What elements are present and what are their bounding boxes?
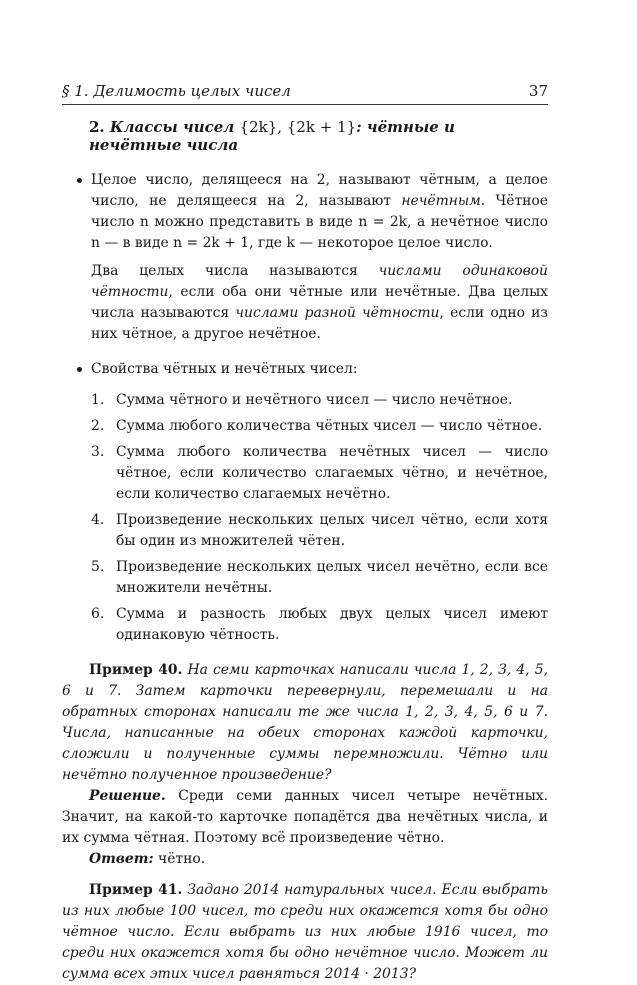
section-title-part-b: : чётные и нечётные числа [89,118,455,154]
property-text: Сумма чётного и нечётного чисел — число нечётное. [116,392,513,408]
property-number: 1. [91,392,105,408]
parity-text-c: , если одно из них чётное, а другое нечётное. [91,305,548,342]
chapter-title: § 1. Делимость целых чисел [62,82,291,100]
example-40-label: Пример 40. [89,662,183,678]
property-item [91,604,548,646]
properties-list [91,390,548,646]
example-41-label: Пример 41. [89,882,183,898]
section-title-part-a: Классы чисел [109,118,235,136]
bullet-parity-properties [62,359,548,380]
property-item [91,390,548,411]
bullet-dot-icon [77,178,82,183]
term-same-parity: числами одинаковой чётности [91,263,548,300]
section-number: 2. [89,118,105,136]
solution-text: Среди семи данных чисел четыре нечётных. Значит, на какой-то карточке попадётся два нечётных числа, и их сумма чётная. Поэтому всё произведение чётно. [62,788,548,846]
property-number: 5. [91,559,105,575]
property-item [91,510,548,552]
answer-text: чётно. [158,851,206,867]
property-number: 3. [91,444,105,460]
property-text: Произведение нескольких целых чисел чётно, если хотя бы один из множителей чётен. [116,512,548,549]
definition-text-a: Целое число, делящееся на 2, называют чётным, а целое число, не делящееся на 2, называют [91,172,548,209]
example-40-solution [62,786,548,849]
book-page [62,82,548,985]
property-number: 4. [91,512,105,528]
property-number: 2. [91,418,105,434]
example-40-text: На семи карточках написали числа 1, 2, 3, 4, 5, 6 и 7. Затем карточки перевернули, перемешали и на обратных сторонах написали те же числа 1, 2, 3, 4, 5, 6 и 7. Числа, написанные на обеих сторонах каждой карточки, сложили и полученные суммы перемножили. Чётно или нечётно полученное произведение? [62,662,548,783]
property-text: Сумма любого количества нечётных чисел — число чётное, если количество слагаемых чётно, и нечётное, если количество слагаемых нечётно. [116,444,548,502]
property-text: Произведение нескольких целых чисел нечётно, если все множители нечётны. [116,559,548,596]
parity-text-a: Два целых числа называются [91,263,358,279]
bullet-dot-icon [77,367,82,372]
property-item [91,442,548,505]
running-head [62,82,548,105]
example-40-answer [62,849,548,870]
property-text: Сумма любого количества чётных чисел — число чётное. [116,418,543,434]
property-item [91,557,548,599]
property-item [91,416,548,437]
parity-relation-paragraph [91,261,548,345]
definition-text-b: Чётное число n можно представить в виде n = 2k, а нечётное число n — в виде n = 2k + 1, где k — некоторое целое число. [91,193,548,251]
term-different-parity: числами разной чётности [235,305,440,321]
section-heading [89,118,548,154]
properties-intro: Свойства чётных и нечётных чисел: [91,361,358,377]
property-text: Сумма и разность любых двух целых чисел имеют одинаковую чётность. [116,606,548,643]
example-40 [62,660,548,786]
answer-label: Ответ: [89,851,154,867]
parity-text-b: , если оба они чётные или нечётные. Два целых числа называются [91,284,548,321]
bullet-parity-definition [62,170,548,345]
solution-label: Решение. [89,788,166,804]
section-title-math: {2k}, {2k + 1} [239,118,357,136]
example-41-text: Задано 2014 натуральных чисел. Если выбрать из них любые 100 чисел, то среди них окажется хотя бы одно чётное число. Если выбрать из них любые 1916 чисел, то среди них окажется хотя бы одно нечётное число. Может ли сумма всех этих чисел равняться 2014 · 2013? [62,882,548,982]
property-number: 6. [91,606,105,622]
page-number: 37 [528,82,548,100]
example-41 [62,880,548,985]
term-odd: нечётным. [401,193,486,209]
definition-paragraph [91,170,548,254]
